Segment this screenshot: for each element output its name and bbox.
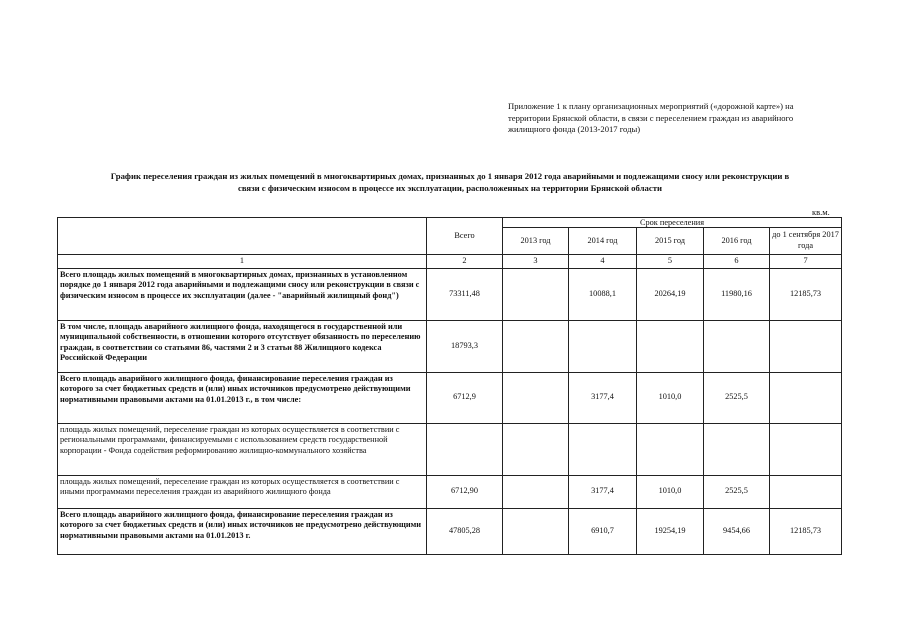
cell-2015: 1010,0: [637, 475, 704, 508]
column-number: 6: [704, 255, 770, 269]
cell-total: 6712,90: [427, 475, 503, 508]
cell-2013: [503, 508, 569, 554]
header-total: Всего: [427, 218, 503, 255]
row-description: В том числе, площадь аварийного жилищного фонда, находящегося в государственной или муниципальной собственности, в отношении которого отсутствует обязанность по переселению граждан, в соответствии со статьями 86, частями 2 и 3 статьи 88 Жилищного кодекса Российской Федерации: [58, 320, 427, 372]
cell-2016: 11980,16: [704, 268, 770, 320]
cell-2013: [503, 372, 569, 423]
cell-total: 47805,28: [427, 508, 503, 554]
cell-2016: 9454,66: [704, 508, 770, 554]
row-description: Всего площадь аварийного жилищного фонда, финансирование переселения граждан из которого за счет бюджетных средств и (или) иных источников предусмотрено действующими нормативными правовыми актами на 01.01.2013 г., в том числе:: [58, 372, 427, 423]
header-row-1: [58, 218, 842, 228]
cell-2016: [704, 423, 770, 475]
cell-2013: [503, 268, 569, 320]
header-year-2013: 2013 год: [503, 228, 569, 255]
cell-2014: 6910,7: [569, 508, 637, 554]
row-description: площадь жилых помещений, переселение граждан из которых осуществляется в соответствии с иными программами переселения граждан из аварийного жилищного фонда: [58, 475, 427, 508]
cell-2015: 19254,19: [637, 508, 704, 554]
cell-2014: [569, 320, 637, 372]
cell-total: [427, 423, 503, 475]
cell-2015: 1010,0: [637, 372, 704, 423]
cell-2017: 12185,73: [770, 508, 842, 554]
document-title: [58, 171, 842, 194]
title-line: связи с физическим износом в процессе их эксплуатации, расположенных на территории Брянской области: [237, 182, 663, 193]
column-number: 1: [58, 255, 427, 269]
cell-2016: 2525,5: [704, 372, 770, 423]
cell-2016: 2525,5: [704, 475, 770, 508]
appendix-note: [508, 101, 853, 136]
cell-2013: [503, 423, 569, 475]
cell-2014: 3177,4: [569, 372, 637, 423]
table-row: [58, 423, 842, 475]
row-description: Всего площадь аварийного жилищного фонда, финансирование переселения граждан из которого за счет бюджетных средств и (или) иных источников не предусмотрено действующими нормативными правовыми актами на 01.01.2013 г.: [58, 508, 427, 554]
cell-2015: 20264,19: [637, 268, 704, 320]
column-number: 3: [503, 255, 569, 269]
cell-2015: [637, 320, 704, 372]
cell-2016: [704, 320, 770, 372]
appendix-line: Приложение 1 к плану организационных мероприятий («дорожной карте») на: [508, 101, 794, 111]
cell-total: 18793,3: [427, 320, 503, 372]
table-row: [58, 268, 842, 320]
table-row: [58, 320, 842, 372]
cell-total: 6712,9: [427, 372, 503, 423]
cell-2017: 12185,73: [770, 268, 842, 320]
column-number: 4: [569, 255, 637, 269]
cell-2017: [770, 320, 842, 372]
cell-2014: 3177,4: [569, 475, 637, 508]
appendix-line: жилищного фонда (2013-2017 годы): [508, 124, 641, 134]
cell-2014: [569, 423, 637, 475]
header-period: Срок переселения: [503, 218, 842, 228]
unit-label: кв.м.: [812, 207, 830, 217]
column-number: 2: [427, 255, 503, 269]
cell-2014: 10088,1: [569, 268, 637, 320]
resettlement-table: [57, 217, 842, 555]
row-description: площадь жилых помещений, переселение граждан из которых осуществляется в соответствии с региональными программами, финансируемыми с использованием средств государственной корпорации - Фонда содействия реформированию жилищно-коммунального хозяйства: [58, 423, 427, 475]
cell-total: 73311,48: [427, 268, 503, 320]
column-number: 7: [770, 255, 842, 269]
appendix-line: территории Брянской области, в связи с переселением граждан из аварийного: [508, 112, 794, 123]
header-year-2016: 2016 год: [704, 228, 770, 255]
cell-2017: [770, 423, 842, 475]
header-year-2017: до 1 сентября 2017 года: [770, 228, 842, 255]
table-row: [58, 475, 842, 508]
column-number-row: [58, 255, 842, 269]
title-line: График переселения граждан из жилых помещений в многоквартирных домах, признанных до 1 января 2012 года аварийными и подлежащими сносу или реконструкции в: [110, 171, 790, 181]
table-row: [58, 508, 842, 554]
cell-2017: [770, 372, 842, 423]
column-number: 5: [637, 255, 704, 269]
table-row: [58, 372, 842, 423]
header-empty-cell: [58, 218, 427, 255]
header-year-2015: 2015 год: [637, 228, 704, 255]
cell-2013: [503, 320, 569, 372]
cell-2017: [770, 475, 842, 508]
cell-2013: [503, 475, 569, 508]
header-year-2014: 2014 год: [569, 228, 637, 255]
cell-2015: [637, 423, 704, 475]
row-description: Всего площадь жилых помещений в многоквартирных домах, признанных в установленном порядке до 1 января 2012 года аварийными и подлежащими сносу или реконструкции в связи с физическим износом в процессе их эксплуатации (далее - "аварийный жилищный фонд"): [58, 268, 427, 320]
